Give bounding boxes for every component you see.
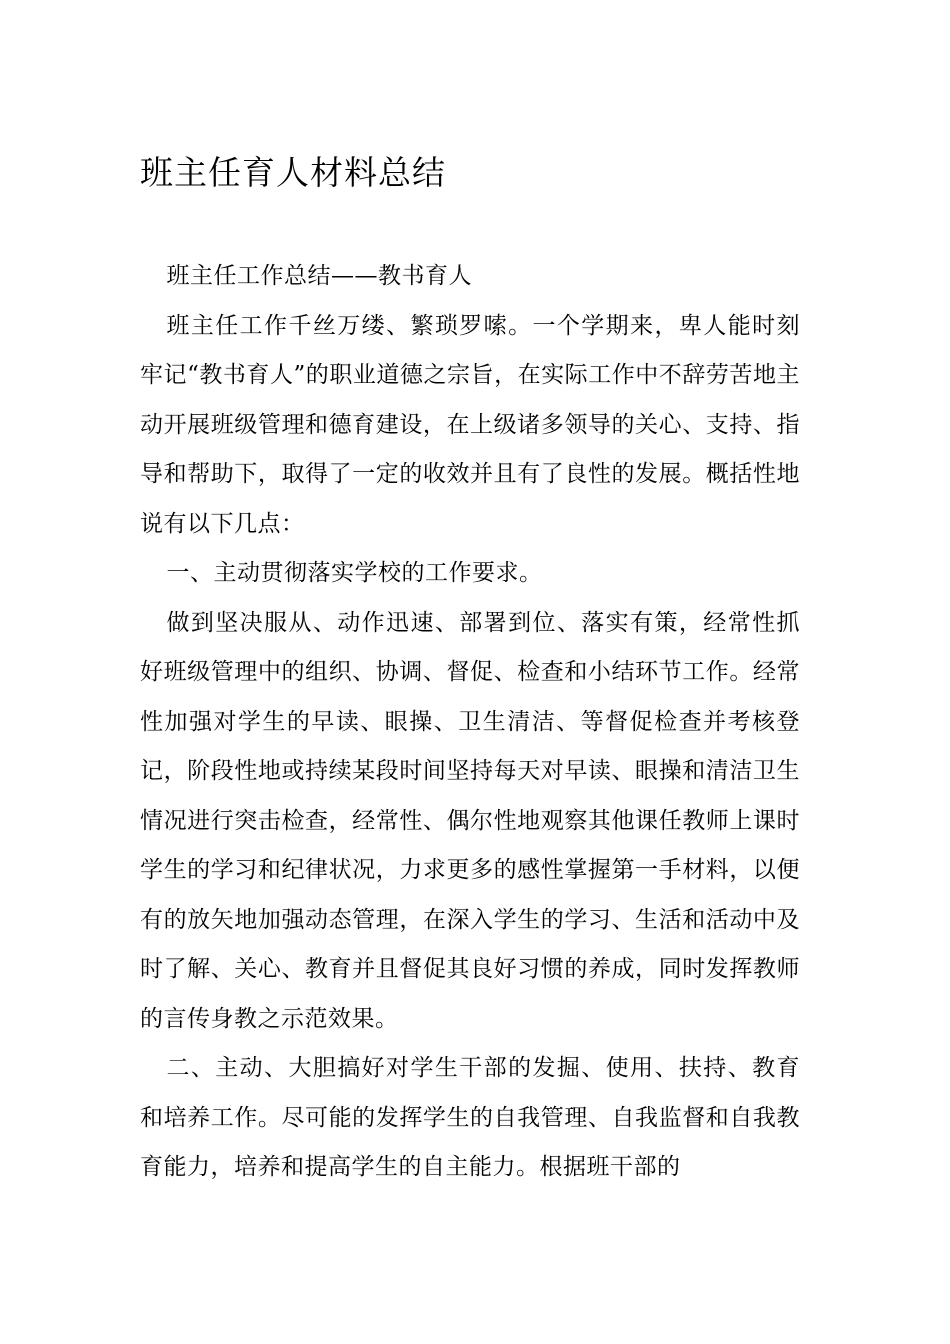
paragraph-section-one: 做到坚决服从、动作迅速、部署到位、落实有策，经常性抓好班级管理中的组织、协调、督促、检查和小结环节工作。经常性加强对学生的早读、眼操、卫生清洁、等督促检查并考核登记，阶段性地或持续某段时间坚持每天对早读、眼操和清洁卫生情况进行突击检查，经常性、偶尔性地观察其他课任教师上课时学生的学习和纪律状况，力求更多的感性掌握第一手材料，以便有的放矢地加强动态管理，在深入学生的学习、生活和活动中及时了解、关心、教育并且督促其良好习惯的养成，同时发挥教师的言传身教之示范效果。: [140, 609, 800, 1032]
paragraph-heading-one: 一、主动贯彻落实学校的工作要求。: [166, 560, 543, 586]
document-body: [140, 252, 800, 1193]
document-title: 班主任育人材料总结: [140, 153, 446, 192]
paragraph-subtitle: 班主任工作总结——教书育人: [166, 263, 472, 289]
paragraph-intro: 班主任工作千丝万缕、繁琐罗嗦。一个学期来，卑人能时刻牢记“教书育人”的职业道德之宗旨，在实际工作中不辞劳苦地主动开展班级管理和德育建设，在上级诸多领导的关心、支持、指导和帮助下，取得了一定的收效并且有了良性的发展。概括性地说有以下几点：: [140, 312, 800, 537]
paragraph-section-two: 二、主动、大胆搞好对学生干部的发掘、使用、扶持、教育和培养工作。尽可能的发挥学生的自我管理、自我监督和自我教育能力，培养和提高学生的自主能力。根据班干部的: [140, 1055, 800, 1180]
